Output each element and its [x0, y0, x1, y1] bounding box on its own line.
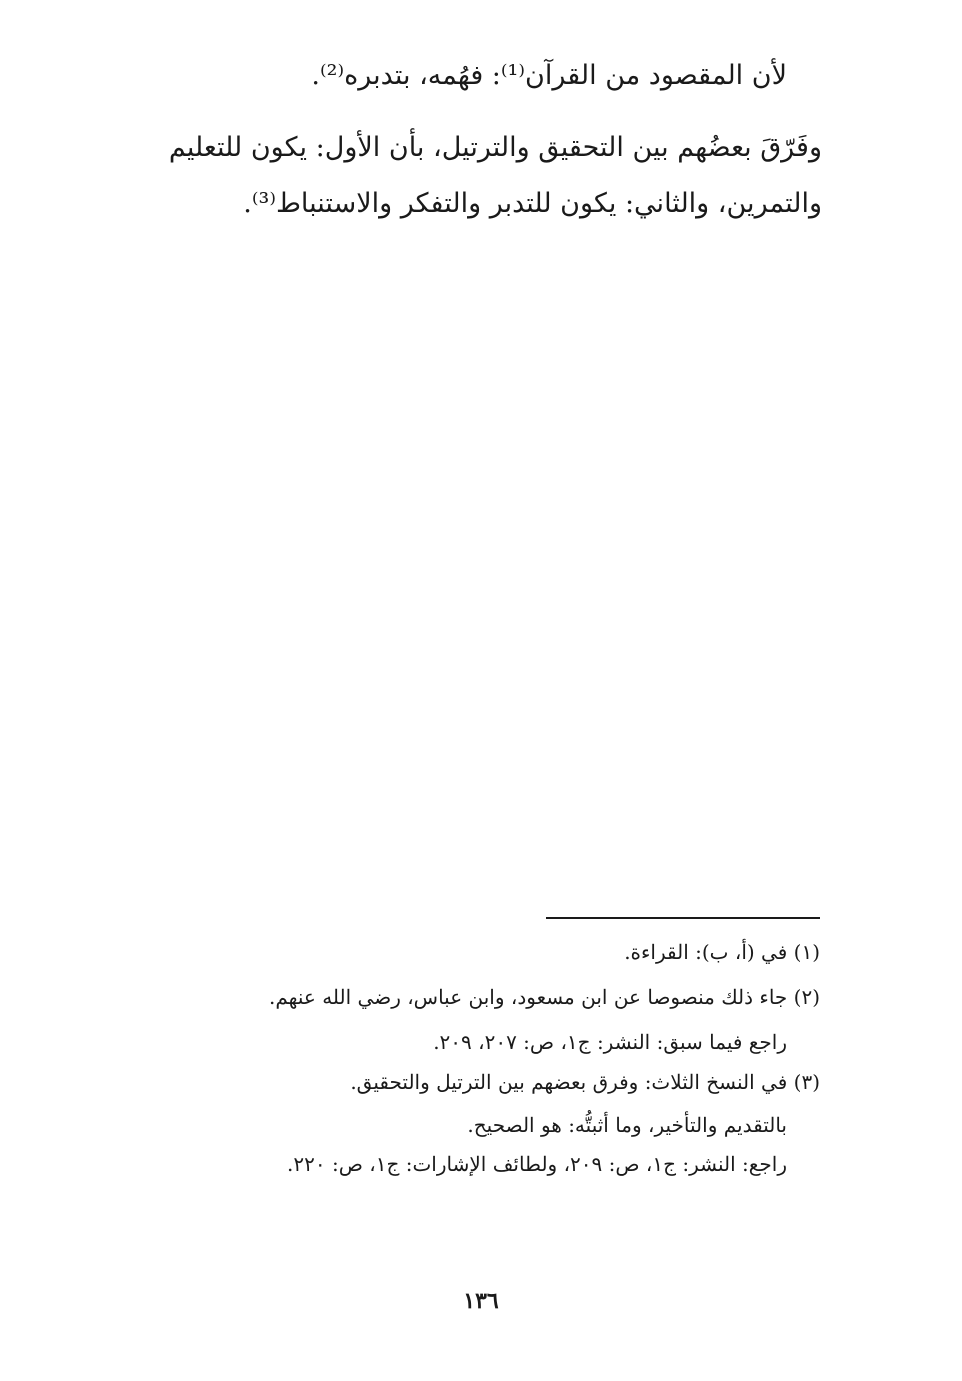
footnote-1: (١) في (أ، ب): القراءة.	[624, 940, 820, 964]
footnote-2-reference: راجع فيما سبق: النشر: ج١، ص: ٢٠٧، ٢٠٩.	[433, 1030, 787, 1054]
footnote-2: (٢) جاء ذلك منصوصا عن ابن مسعود، وابن عباس، رضي الله عنهم.	[268, 985, 820, 1009]
footnote-separator	[546, 917, 820, 919]
main-text-line-3: والتمرين، والثاني: يكون للتدبر والتفكر والاستنباط⁽³⁾.	[243, 188, 822, 219]
footnote-3: (٣) في النسخ الثلاث: وفرق بعضهم بين الترتيل والتحقيق.	[350, 1070, 820, 1094]
footnote-3-note: بالتقديم والتأخير، وما أثبتُّه: هو الصحيح.	[467, 1113, 787, 1137]
page-number: ١٣٦	[463, 1288, 499, 1314]
main-text-line-1: لأن المقصود من القرآن⁽¹⁾: فهُمه، بتدبره⁽²⁾.	[311, 60, 787, 91]
footnote-3-reference: راجع: النشر: ج١، ص: ٢٠٩، ولطائف الإشارات: ج١، ص: ٢٢٠.	[287, 1152, 787, 1176]
main-text-line-2: وفَرّقَ بعضُهم بين التحقيق والترتيل، بأن الأول: يكون للتعليم	[168, 132, 822, 163]
